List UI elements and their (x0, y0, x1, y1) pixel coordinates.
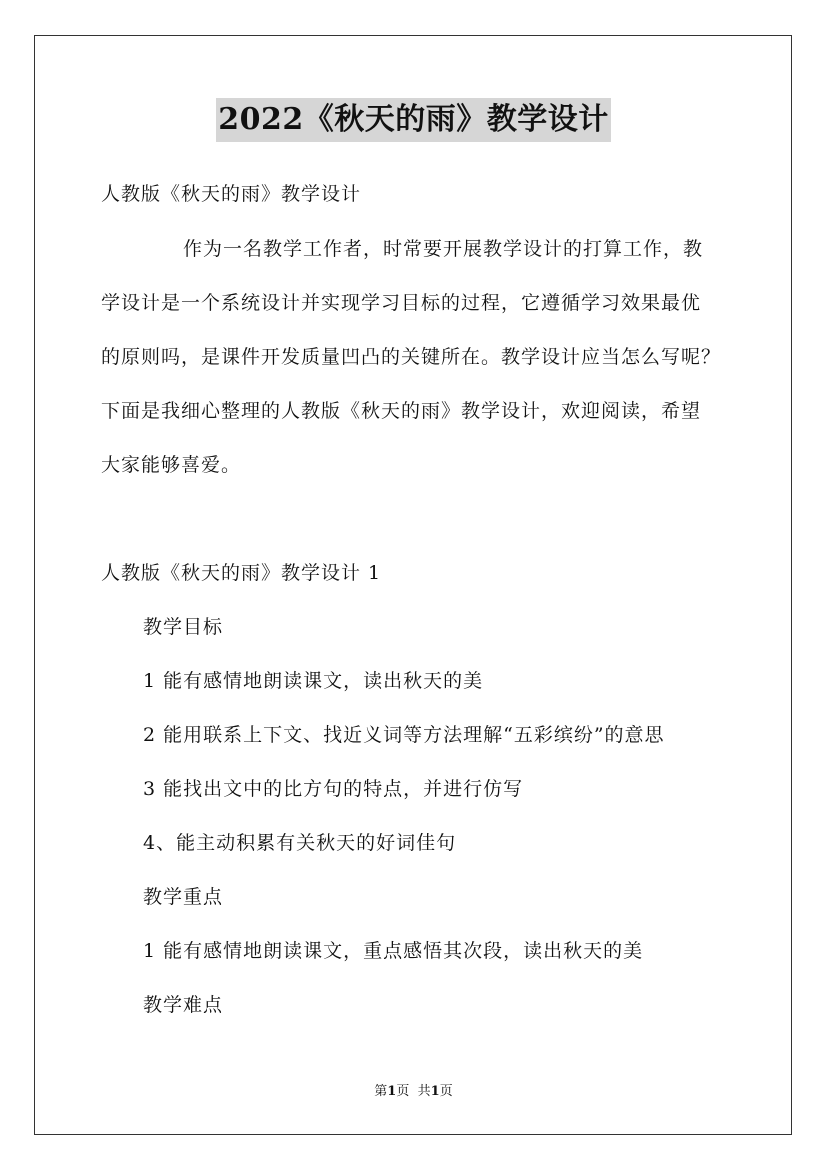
focus-item-1: 1 能有感情地朗读课文，重点感悟其次段，读出秋天的美 (143, 940, 644, 962)
intro-line-2: 学设计是一个系统设计并实现学习目标的过程，它遵循学习效果最优 (101, 292, 702, 314)
intro-line-4: 下面是我细心整理的人教版《秋天的雨》教学设计，欢迎阅读，希望 (101, 400, 702, 422)
intro-line-3: 的原则吗，是课件开发质量凹凸的关键所在。教学设计应当怎么写呢？ (101, 346, 722, 368)
document-title: 2022《秋天的雨》教学设计 (216, 98, 611, 142)
objective-item-3: 3 能找出文中的比方句的特点，并进行仿写 (143, 778, 524, 800)
title-wrap (0, 98, 827, 142)
footer-total-prefix: 共 (417, 1084, 431, 1099)
subtitle: 人教版《秋天的雨》教学设计 (101, 183, 362, 205)
objective-item-1: 1 能有感情地朗读课文，读出秋天的美 (143, 670, 484, 692)
section-heading-focus: 教学重点 (143, 886, 224, 908)
footer-page-suffix: 页 (396, 1084, 410, 1099)
footer-page-number: 1 (387, 1084, 397, 1099)
footer-total-suffix: 页 (439, 1084, 453, 1099)
intro-line-5: 大家能够喜爱。 (101, 454, 242, 476)
page-footer (0, 1083, 827, 1101)
objective-item-4: 4、能主动积累有关秋天的好词佳句 (143, 832, 457, 854)
section-heading-difficulty: 教学难点 (143, 994, 224, 1016)
intro-line-1: 作为一名教学工作者，时常要开展教学设计的打算工作，教 (183, 238, 704, 260)
footer-total-number: 1 (430, 1084, 440, 1099)
footer-page-prefix: 第 (374, 1084, 388, 1099)
section-title: 人教版《秋天的雨》教学设计 1 (101, 562, 382, 584)
section-heading-objectives: 教学目标 (143, 616, 224, 638)
objective-item-2: 2 能用联系上下文、找近义词等方法理解“五彩缤纷”的意思 (143, 724, 665, 746)
